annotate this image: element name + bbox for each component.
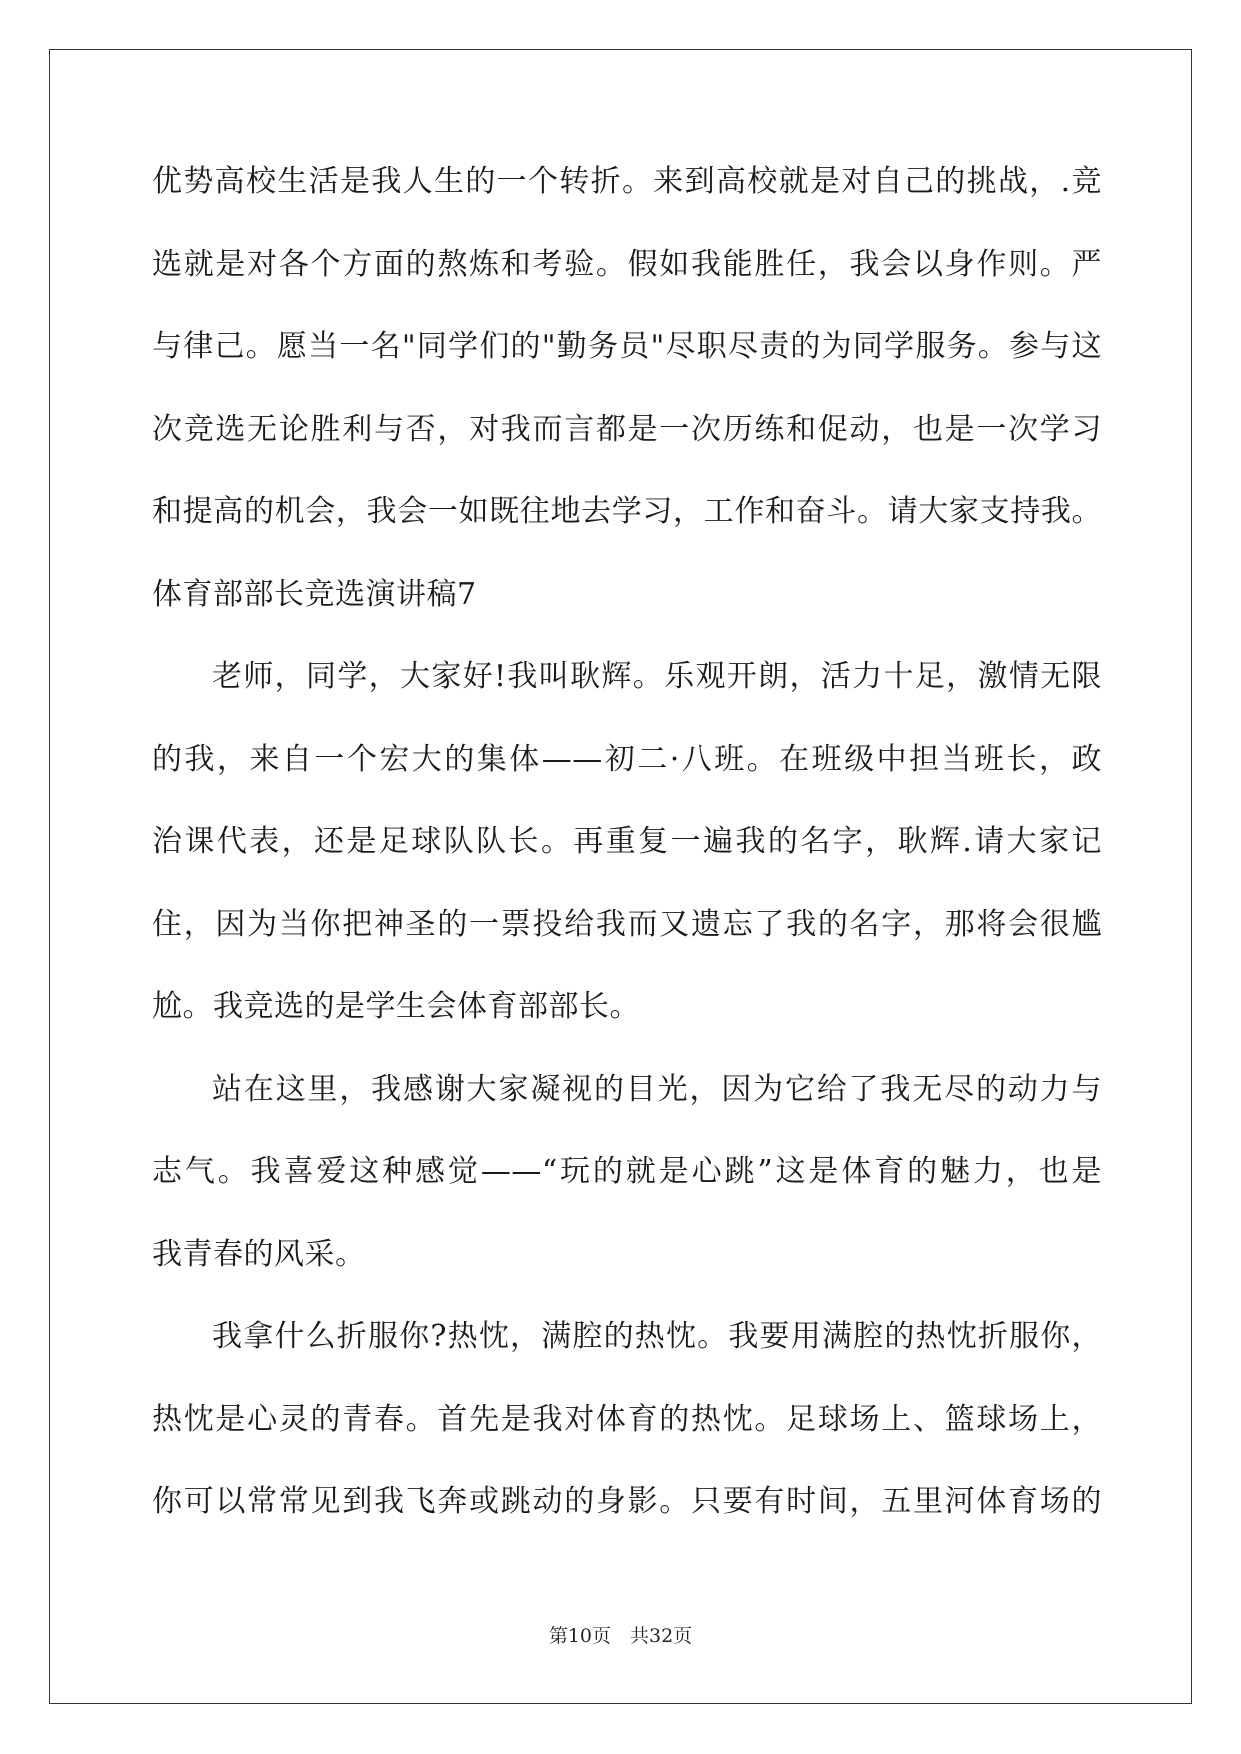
page-number: 第10页 共32页 (548, 1625, 693, 1647)
paragraph-first-line: 我拿什么折服你?热忱，满腔的热忱。我要用满腔的热忱折服你， (212, 1319, 1102, 1354)
text-line: 选就是对各个方面的熬炼和考验。假如我能胜任，我会以身作则。严 (152, 246, 1102, 282)
text-line: 的我，来自一个宏大的集体——初二·八班。在班级中担当班长，政 (152, 741, 1102, 777)
page-footer (0, 1624, 1241, 1648)
text-line: 志气。我喜爱这种感觉——“玩的就是心跳”这是体育的魅力，也是 (152, 1154, 1102, 1189)
text-line: 尬。我竞选的是学生会体育部部长。 (152, 989, 640, 1024)
text-line: 治课代表，还是足球队队长。再重复一遍我的名字，耿辉.请大家记 (152, 824, 1102, 859)
text-line: 住，因为当你把神圣的一票投给我而又遗忘了我的名字，那将会很尴 (152, 906, 1102, 942)
document-body (152, 162, 1102, 1565)
text-line: 你可以常常见到我飞奔或跳动的身影。只要有时间，五里河体育场的 (152, 1484, 1102, 1519)
paragraph-first-line: 站在这里，我感谢大家凝视的目光，因为它给了我无尽的动力与 (212, 1071, 1102, 1107)
text-line: 热忱是心灵的青春。首先是我对体育的热忱。足球场上、篮球场上， (152, 1401, 1102, 1437)
section-heading: 体育部部长竞选演讲稿7 (152, 576, 477, 612)
text-line: 和提高的机会，我会一如既往地去学习，工作和奋斗。请大家支持我。 (152, 494, 1102, 529)
text-line: 优势高校生活是我人生的一个转折。来到高校就是对自己的挑战，.竞 (152, 164, 1102, 199)
text-line: 次竞选无论胜利与否，对我而言都是一次历练和促动，也是一次学习 (152, 411, 1102, 447)
text-line: 与律己。愿当一名"同学们的"勤务员"尽职尽责的为同学服务。参与这 (152, 329, 1102, 364)
paragraph-first-line: 老师，同学，大家好!我叫耿辉。乐观开朗，活力十足，激情无限 (212, 659, 1102, 694)
text-line: 我青春的风采。 (152, 1236, 366, 1272)
